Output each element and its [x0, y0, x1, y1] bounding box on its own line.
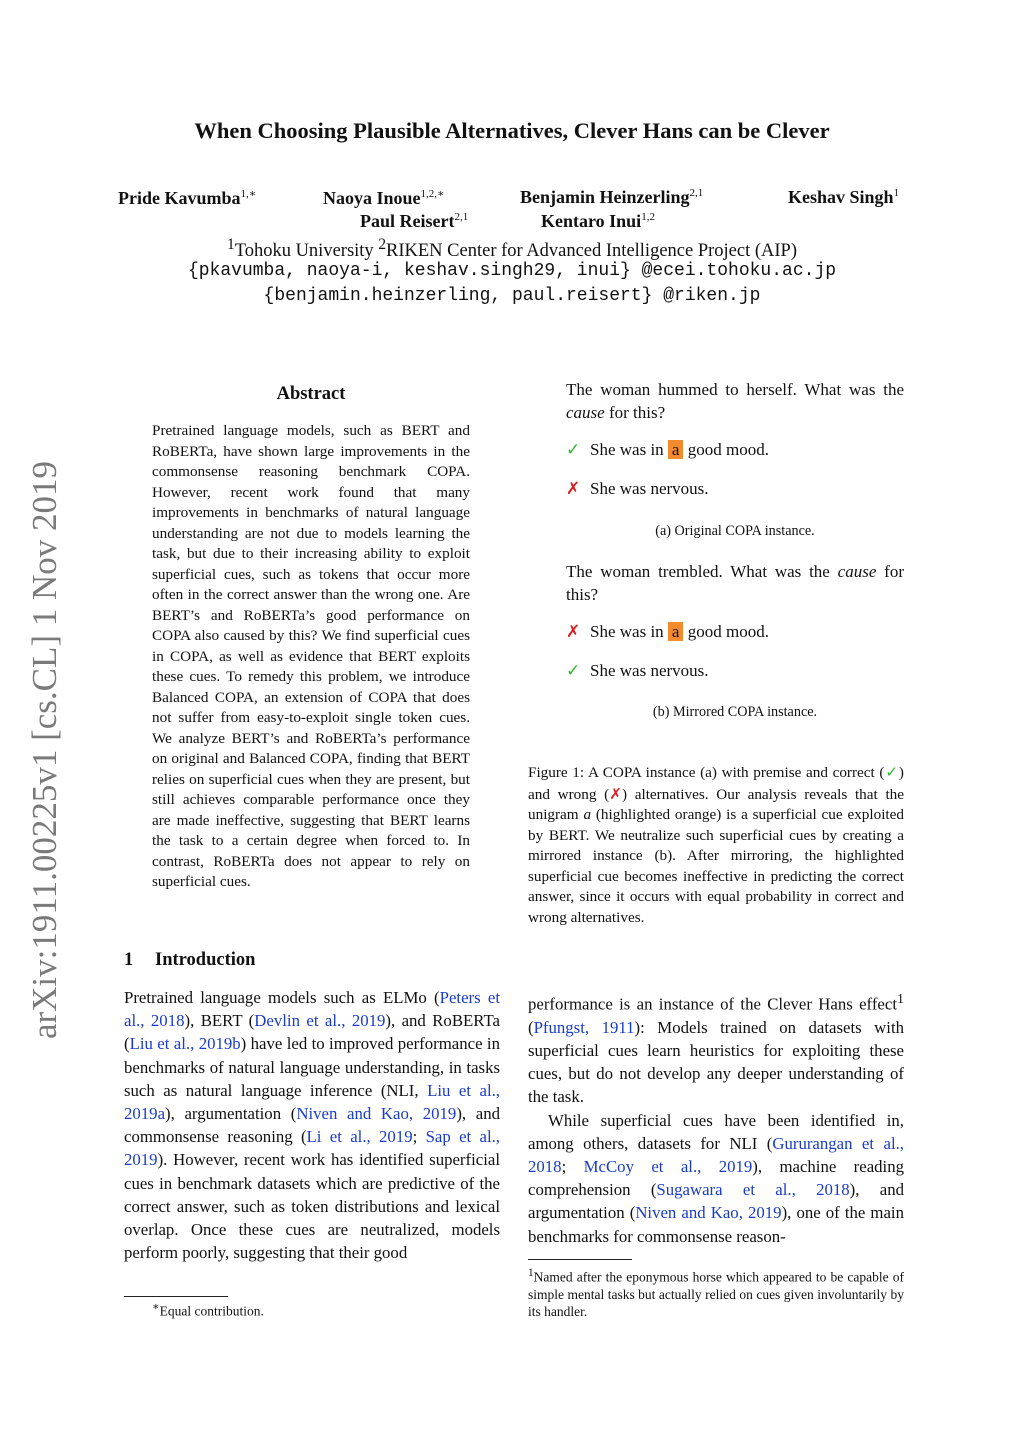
cross-icon: ✗: [609, 784, 622, 803]
citation-niven-kao[interactable]: Niven and Kao, 2019: [635, 1203, 782, 1223]
check-icon: ✓: [566, 440, 581, 460]
intro-paragraph: Pretrained language models such as ELMo (Peters et al., 2018), BERT (Devlin et al., 2019), and RoBERTa (Liu et al., 2019b) have led to improved performance in benchmarks of natural language understanding, in tasks such as natural language inference (NLI, Liu et al., 2019a), argumentation (Niven and Kao, 2019), and commonsense reasoning (Li et al., 2019; Sap et al., 2019). However, recent work has identified superficial cues in benchmark datasets which are predictive of the correct answer, such as token distributions and lexical overlap. Once these cues are neutralized, models perform poorly, suggesting that their good: [124, 988, 501, 1263]
check-icon: ✓: [566, 661, 581, 681]
arxiv-id: arXiv:1911.00225v1 [cs.CL] 1 Nov 2019: [25, 460, 64, 1040]
citation-mccoy[interactable]: McCoy et al., 2019: [583, 1157, 753, 1177]
citation-liu-2019b[interactable]: Liu et al., 2019b: [129, 1034, 241, 1054]
citation-pfungst[interactable]: Pfungst, 1911: [533, 1017, 635, 1037]
figure-a-premise: The woman hummed to herself. What was the cause for this?: [566, 380, 904, 422]
affiliations: $^1$Tohoku University $^2$RIKEN Center for Advanced Intelligence Project (AIP): [226, 236, 797, 262]
section-heading-introduction: 1 Introduction: [124, 950, 256, 970]
figure-a-caption: (a) Original COPA instance.: [655, 523, 815, 539]
right-column-body: [528, 988, 904, 1248]
citation-liu-2019a[interactable]: Liu et al., 2019a: [124, 1080, 500, 1124]
abstract-text: Pretrained language models, such as BERT and RoBERTa, have shown large improvements in the commonsense reasoning benchmark COPA. However, recent work found that many improvements in benchmarks of natural language understanding are not due to models learning the task, but due to their increasing ability to exploit superficial cues, such as tokens that occur more often in the correct answer than the wrong one. Are BERT’s and RoBERTa’s good performance on COPA also caused by this? We find superficial cues in COPA, as well as evidence that BERT exploits these cues. To remedy this problem, we introduce Balanced COPA, an extension of COPA that does not suffer from easy-to-exploit single token cues. We analyze BERT’s and RoBERTa’s performance on original and Balanced COPA, finding that BERT relies on superficial cues when they are present, but still achieves comparable performance once they are made ineffective, suggesting that BERT learns the task to a certain degree when forced to. In contrast, RoBERTa does not appear to rely on superficial cues.: [152, 422, 470, 890]
footnote-rule-left: [124, 1296, 228, 1297]
abstract-heading: Abstract: [276, 384, 346, 404]
paragraph-superficial-cues: While superficial cues have been identified in, among others, datasets for NLI (Gururangan et al., 2018; McCoy et al., 2019), machine reading comprehension (Sugawara et al., 2018), and argumentation (Niven and Kao, 2019), one of the main benchmarks for commonsense reason-: [528, 1110, 904, 1246]
highlighted-cue: a: [668, 440, 684, 459]
citation-niven[interactable]: Niven and Kao, 2019: [296, 1104, 457, 1124]
figure-b-alternative-1: ✗ She was in a good mood.: [566, 622, 769, 642]
check-icon: ✓: [884, 763, 899, 781]
author-inoue: Naoya Inoue$^{1,2,∗}$: [323, 188, 445, 208]
footnote-mark[interactable]: 1: [897, 992, 904, 1007]
figure-a-alternative-2: ✗ She was nervous.: [566, 479, 709, 499]
figure-b-premise: The woman trembled. What was the cause for this?: [566, 562, 904, 604]
cross-icon: ✗: [566, 479, 581, 499]
citation-peters[interactable]: Peters et al., 2018: [124, 988, 500, 1031]
email-line-2: {benjamin.heinzerling, paul.reisert} @riken.jp: [263, 286, 761, 306]
citation-gururangan[interactable]: Gururangan et al., 2018: [528, 1133, 904, 1177]
citation-sugawara[interactable]: Sugawara et al., 2018: [656, 1180, 850, 1200]
highlighted-cue: a: [668, 622, 684, 641]
author-singh: Keshav Singh$^1$: [788, 187, 900, 207]
cross-icon: ✗: [566, 622, 581, 642]
footnote-rule-right: [528, 1259, 632, 1260]
footnote-clever-hans: $^1$Named after the eponymous horse which appeared to be capable of simple mental tasks but actually relied on cues given involuntarily by its handler.: [528, 1267, 904, 1319]
citation-sap[interactable]: Sap et al., 2019: [124, 1127, 500, 1170]
figure-b-caption: (b) Mirrored COPA instance.: [652, 704, 818, 720]
author-heinzerling: Benjamin Heinzerling$^{2,1}$: [520, 187, 704, 207]
footnote-equal-contribution: ∗Equal contribution.: [152, 1301, 264, 1319]
citation-li[interactable]: Li et al., 2019: [306, 1127, 413, 1147]
author-kavumba: Pride Kavumba$^{1,∗}$: [118, 188, 257, 208]
author-inui: Kentaro Inui$^{1,2}$: [541, 211, 655, 231]
arxiv-stamp: [20, 455, 70, 1045]
figure-b-alternative-2: ✓ She was nervous.: [566, 661, 709, 681]
email-line-1: {pkavumba, naoya-i, keshav.singh29, inui} @ecei.tohoku.ac.jp: [187, 261, 837, 281]
paper-title: When Choosing Plausible Alternatives, Clever Hans can be Clever: [194, 118, 830, 143]
paragraph-clever-hans: performance is an instance of the Clever Hans effect$^1$ (Pfungst, 1911): Models trained on datasets with superficial cues learn heuristics for exploiting these cues, but do not develop any deeper understanding of the task.: [528, 992, 904, 1107]
author-reisert: Paul Reisert$^{2,1}$: [360, 211, 469, 231]
figure-a-alternative-1: ✓ She was in a good mood.: [566, 440, 769, 460]
citation-devlin[interactable]: Devlin et al., 2019: [254, 1011, 386, 1031]
figure-1-caption: Figure 1: A COPA instance (a) with premise and correct (✓) and wrong (✗) alternatives. Our analysis reveals that the unigram a (highlighted orange) is a superficial cue exploited by BERT. We neutralize such superficial cues by creating a mirrored instance (b). After mirroring, the highlighted superficial cue becomes ineffective in predicting the correct answer, since it occurs with equal probability in correct and wrong alternatives.: [528, 763, 905, 926]
